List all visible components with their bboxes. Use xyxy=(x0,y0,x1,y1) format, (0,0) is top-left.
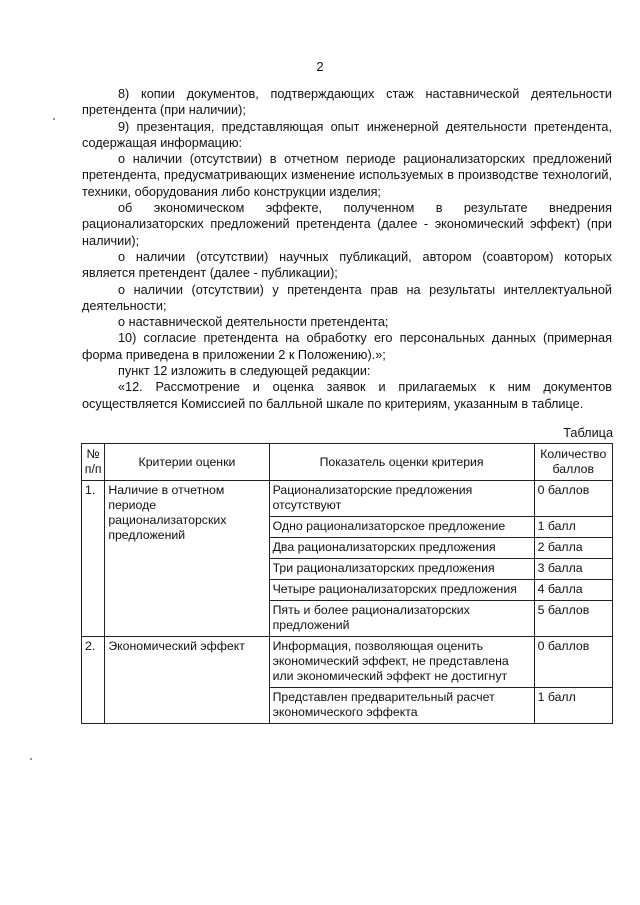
points-cell: 0 баллов xyxy=(534,637,612,688)
paragraph: о наличии (отсутствии) научных публикаций, автором (соавтором) которых является претендент (далее - публикации); xyxy=(82,249,612,281)
table-row xyxy=(82,637,613,688)
scan-speck xyxy=(53,118,55,120)
points-cell: 2 балла xyxy=(534,538,612,559)
indicator-cell: Три рационализаторских предложения xyxy=(269,559,534,580)
criteria-table xyxy=(81,443,613,724)
header-criterion: Критерии оценки xyxy=(105,444,269,481)
criterion-cell: Экономический эффект xyxy=(105,637,269,724)
indicator-cell: Информация, позволяющая оценить экономический эффект, не представлена или экономический эффект не достигнут xyxy=(269,637,534,688)
points-cell: 5 баллов xyxy=(534,601,612,637)
criterion-cell: Наличие в отчетном периоде рационализаторских предложений xyxy=(105,481,269,637)
indicator-cell: Четыре рационализаторских предложения xyxy=(269,580,534,601)
table-caption: Таблица xyxy=(563,426,613,440)
body-text xyxy=(82,86,612,412)
row-number: 2. xyxy=(82,637,105,724)
indicator-cell: Пять и более рационализаторских предложений xyxy=(269,601,534,637)
paragraph: 9) презентация, представляющая опыт инженерной деятельности претендента, содержащая информацию: xyxy=(82,119,612,150)
paragraph: о наличии (отсутствии) в отчетном периоде рационализаторских предложений претендента, предусматривающих изменение используемых в производстве технологий, техники, оборудования либо конструкции изделия; xyxy=(82,152,612,199)
indicator-cell: Одно рационализаторское предложение xyxy=(269,517,534,538)
row-number: 1. xyxy=(82,481,105,637)
points-cell: 3 балла xyxy=(534,559,612,580)
header-number: № п/п xyxy=(82,444,105,481)
scan-speck xyxy=(30,758,32,760)
header-indicator: Показатель оценки критерия xyxy=(269,444,534,481)
paragraph: об экономическом эффекте, полученном в результате внедрения рационализаторских предложений претендента (далее - экономический эффект) (при наличии); xyxy=(82,201,612,248)
indicator-cell: Рационализаторские предложения отсутствуют xyxy=(269,481,534,517)
paragraph: о наличии (отсутствии) у претендента прав на результаты интеллектуальной деятельности; xyxy=(82,282,612,313)
points-cell: 0 баллов xyxy=(534,481,612,517)
indicator-cell: Представлен предварительный расчет экономического эффекта xyxy=(269,688,534,724)
points-cell: 4 балла xyxy=(534,580,612,601)
header-points: Количество баллов xyxy=(534,444,612,481)
table-row xyxy=(82,481,613,517)
paragraph: пункт 12 изложить в следующей редакции: xyxy=(118,364,371,379)
paragraph: «12. Рассмотрение и оценка заявок и прилагаемых к ним документов осуществляется Комиссией по балльной шкале по критериям, указанным в таблице. xyxy=(82,380,612,411)
points-cell: 1 балл xyxy=(534,517,612,538)
paragraph: 10) согласие претендента на обработку его персональных данных (примерная форма приведена в приложении 2 к Положению).»; xyxy=(82,331,612,362)
paragraph: 8) копии документов, подтверждающих стаж наставнической деятельности претендента (при наличии); xyxy=(82,87,612,118)
indicator-cell: Два рационализаторских предложения xyxy=(269,538,534,559)
page-number: 2 xyxy=(316,59,324,74)
paragraph: о наставнической деятельности претендента; xyxy=(118,315,389,330)
table-header-row xyxy=(82,444,613,481)
points-cell: 1 балл xyxy=(534,688,612,724)
